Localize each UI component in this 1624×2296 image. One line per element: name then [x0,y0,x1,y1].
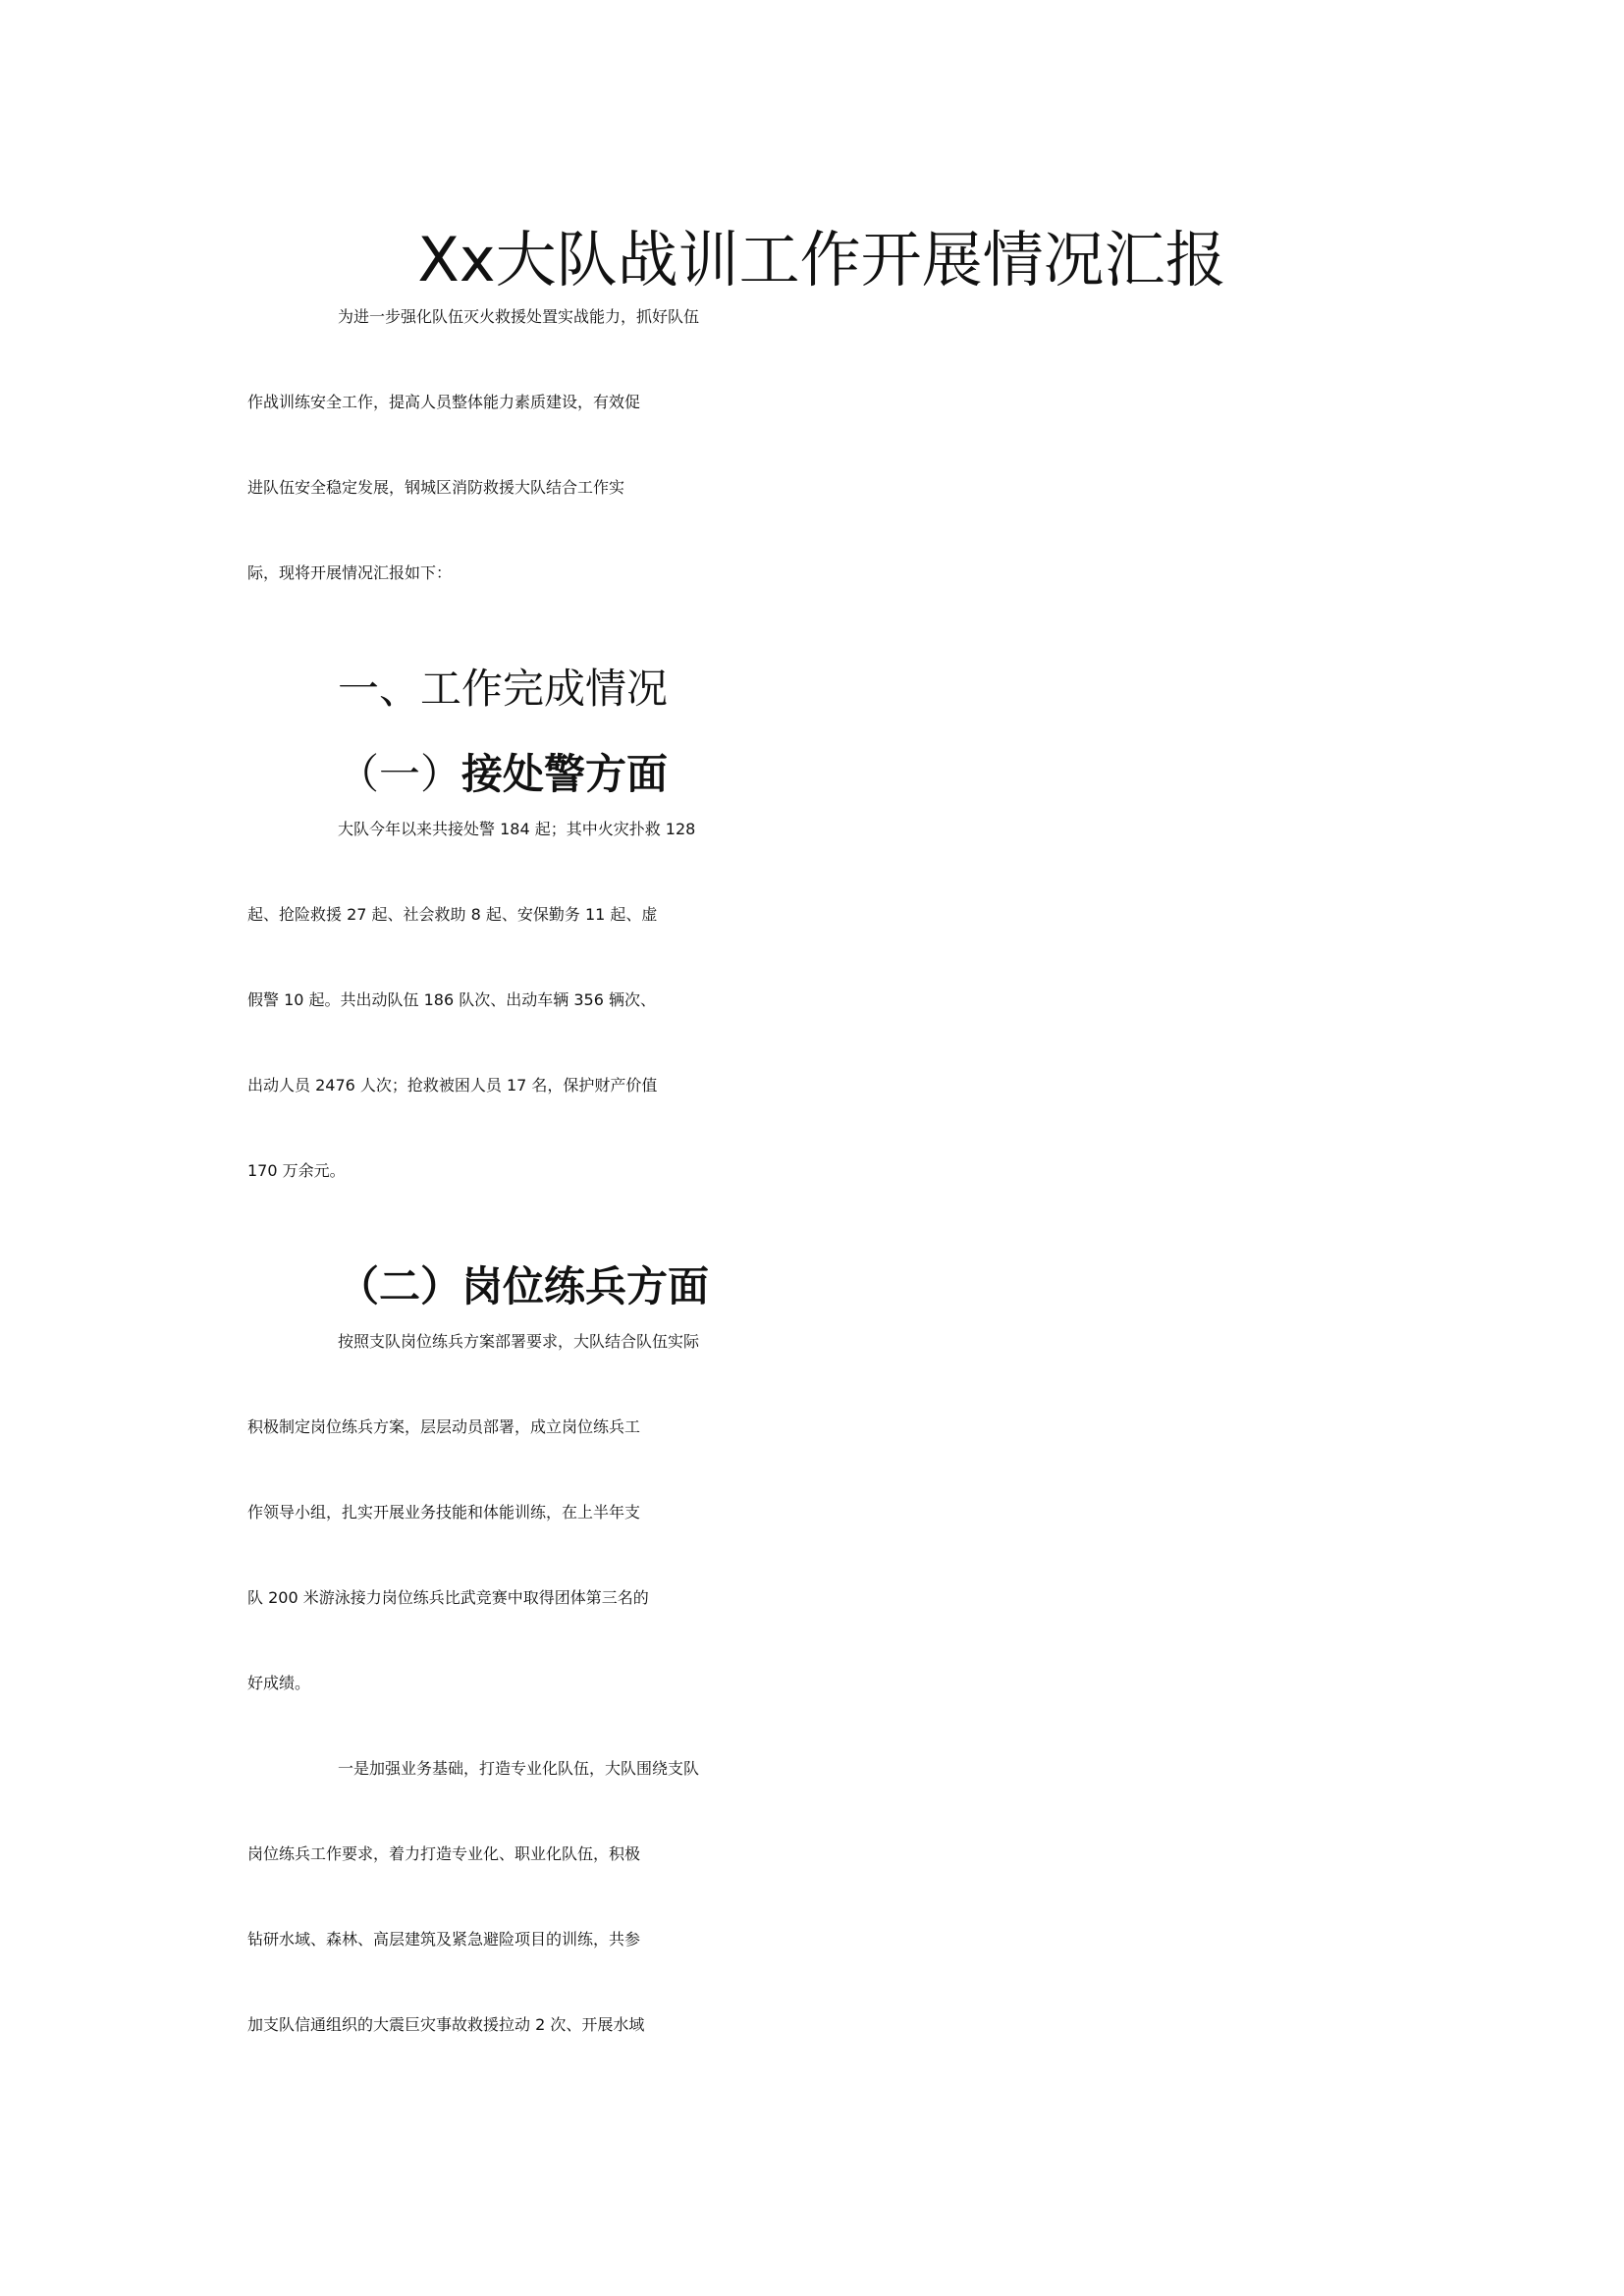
intro-line-3: 进队伍安全稳定发展，钢城区消防救援大队结合工作实 [247,478,625,497]
subsection-1-line-3: 假警 10 起。共出动队伍 186 队次、出动车辆 356 辆次、 [247,990,656,1009]
point-1-line-2: 岗位练兵工作要求，着力打造专业化、职业化队伍，积极 [247,1844,641,1863]
subsection-1-line-4: 出动人员 2476 人次；抢救被困人员 17 名，保护财产价值 [247,1076,658,1095]
point-1-line-1: 一是加强业务基础，打造专业化队伍，大队围绕支队 [338,1759,700,1778]
intro-line-4: 际，现将开展情况汇报如下： [247,563,453,582]
intro-line-2: 作战训练安全工作，提高人员整体能力素质建设，有效促 [247,393,641,411]
subsection-1-line-5: 170 万余元。 [247,1161,346,1180]
subsection-1-prefix: （一） [338,750,462,798]
subsection-1-line-2: 起、抢险救援 27 起、社会救助 8 起、安保勤务 11 起、虚 [247,905,658,924]
intro-line-1: 为进一步强化队伍灭火救援处置实战能力，抓好队伍 [338,307,700,326]
subsection-1-heading [247,731,1396,817]
subsection-2-line-1: 按照支队岗位练兵方案部署要求，大队结合队伍实际 [338,1332,700,1351]
subsection-2-heading [247,1244,1396,1329]
point-1-paragraph [247,1756,1396,2098]
document-body [247,216,1396,2098]
subsection-2-title: 岗位练兵方面 [461,1262,710,1310]
subsection-1-line-1: 大队今年以来共接处警 184 起；其中火灾扑救 128 [338,820,696,838]
subsection-1-paragraph [247,817,1396,1244]
subsection-2-line-2: 积极制定岗位练兵方案，层层动员部署，成立岗位练兵工 [247,1417,641,1436]
subsection-2-line-5: 好成绩。 [247,1674,311,1692]
document-title: Xx大队战训工作开展情况汇报 [417,224,1226,295]
subsection-2-paragraph [247,1329,1396,1756]
subsection-2-line-3: 作领导小组，扎实开展业务技能和体能训练，在上半年支 [247,1503,641,1522]
intro-paragraph [247,304,1396,646]
point-1-line-4: 加支队信通组织的大震巨灾事故救援拉动 2 次、开展水域 [247,2015,645,2034]
subsection-1-title: 接处警方面 [461,750,669,798]
subsection-2-line-4: 队 200 米游泳接力岗位练兵比武竞赛中取得团体第三名的 [247,1588,649,1607]
section-1-heading: 一、工作完成情况 [338,665,669,713]
subsection-2-prefix: （二） [338,1262,462,1310]
point-1-line-3: 钻研水域、森林、高层建筑及紧急避险项目的训练，共参 [247,1930,641,1949]
